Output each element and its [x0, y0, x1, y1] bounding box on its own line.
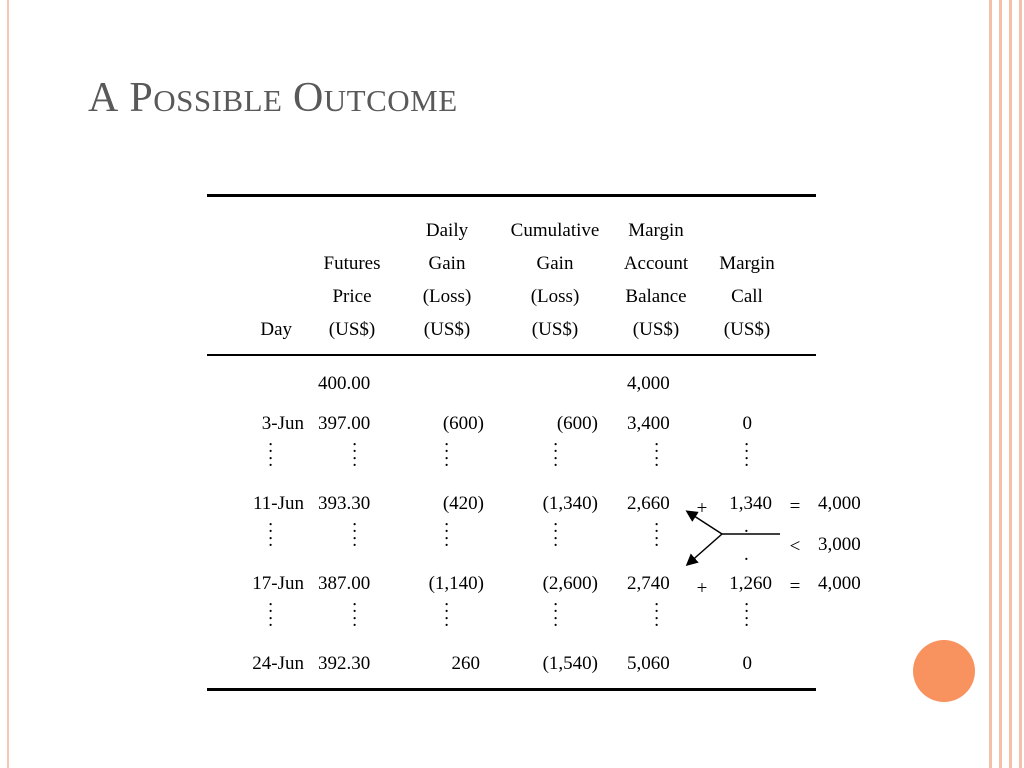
header-call-3: (US$) — [723, 319, 771, 340]
ellipsis-dot: : : — [268, 516, 274, 551]
header-daily-1: Daily — [425, 220, 469, 241]
ellipsis-dot: : : — [352, 436, 358, 471]
equals-sign-17: = — [789, 576, 801, 597]
row4-cum: (1,540) — [542, 653, 598, 674]
total-11: 4,000 — [818, 493, 861, 514]
ellipsis-dot: : : — [444, 596, 450, 631]
row2-call: 1,340 — [729, 493, 772, 514]
title-word-2-cap: O — [292, 75, 324, 121]
header-cum-3: (Loss) — [530, 286, 580, 307]
ellipsis-dot: : : — [553, 596, 559, 631]
row1-cum: (600) — [556, 413, 598, 434]
row3-daily: (1,140) — [428, 573, 484, 594]
row3-price: 387.00 — [318, 573, 371, 594]
maintenance-margin: 3,000 — [818, 534, 861, 555]
header-daily-4: (US$) — [423, 319, 471, 340]
row3-day: 17-Jun — [252, 573, 304, 594]
row4-margin: 5,060 — [627, 653, 670, 674]
less-than-sign: < — [789, 536, 801, 557]
row1-call: 0 — [742, 413, 752, 434]
row3-cum: (2,600) — [542, 573, 598, 594]
arrow-down-left — [688, 534, 722, 564]
row4-day: 24-Jun — [252, 653, 304, 674]
ellipsis-dot: : : — [553, 516, 559, 551]
row3-margin: 2,740 — [627, 573, 670, 594]
ellipsis-dot: : : — [352, 596, 358, 631]
row4-daily: 260 — [451, 653, 480, 674]
header-price-1: Futures — [323, 253, 381, 274]
ellipsis-dot: : : — [444, 516, 450, 551]
plus-sign-11: + — [696, 498, 708, 519]
header-price-2: Price — [332, 286, 372, 307]
header-margin-3: Balance — [625, 286, 687, 307]
header-day: Day — [260, 319, 292, 340]
row0-margin: 4,000 — [627, 373, 670, 394]
title-word-1-rest: OSSIBLE — [153, 83, 283, 118]
header-margin-2: Account — [623, 253, 689, 274]
title-word-1-cap: P — [129, 75, 154, 121]
header-cum-4: (US$) — [531, 319, 579, 340]
header-daily-2: Gain — [428, 253, 466, 274]
header-price-3: (US$) — [328, 319, 376, 340]
row1-price: 397.00 — [318, 413, 371, 434]
ellipsis-dot: : : — [268, 436, 274, 471]
plus-sign-17: + — [696, 578, 708, 599]
header-cum-1: Cumulative — [510, 220, 600, 241]
ellipsis-dot: : : — [553, 436, 559, 471]
title-word-2-rest: UTCOME — [323, 83, 458, 118]
row2-price: 393.30 — [318, 493, 371, 514]
ellipsis-dot: : : — [744, 436, 750, 471]
equals-sign-11: = — [789, 496, 801, 517]
arrow-up-left — [688, 512, 722, 534]
row1-daily: (600) — [442, 413, 484, 434]
row1-day: 3-Jun — [261, 413, 304, 434]
ellipsis-dot: : : — [444, 436, 450, 471]
total-17: 4,000 — [818, 573, 861, 594]
row2-daily: (420) — [442, 493, 484, 514]
ellipsis-dot: : : — [654, 436, 660, 471]
page-title: A POSSIBLE OUTCOME — [88, 75, 458, 121]
header-daily-3: (Loss) — [422, 286, 472, 307]
ellipsis-dot: : : — [268, 596, 274, 631]
header-call-2: Call — [731, 286, 763, 307]
ellipsis-dot: : : — [654, 516, 660, 551]
header-margin-1: Margin — [628, 220, 684, 241]
ellipsis-dot: : : — [744, 596, 750, 631]
decorative-circle — [913, 640, 975, 702]
row2-day: 11-Jun — [252, 493, 304, 514]
ellipsis-dot: . . — [744, 516, 749, 565]
header-call-1: Margin — [719, 253, 775, 274]
ellipsis-dot: : : — [654, 596, 660, 631]
row4-call: 0 — [742, 653, 752, 674]
row2-margin: 2,660 — [627, 493, 670, 514]
row4-price: 392.30 — [318, 653, 371, 674]
header-margin-4: (US$) — [632, 319, 680, 340]
row3-call: 1,260 — [729, 573, 772, 594]
row2-cum: (1,340) — [542, 493, 598, 514]
row0-price: 400.00 — [318, 373, 371, 394]
row1-margin: 3,400 — [627, 413, 670, 434]
header-cum-2: Gain — [536, 253, 574, 274]
ellipsis-dot: : : — [352, 516, 358, 551]
